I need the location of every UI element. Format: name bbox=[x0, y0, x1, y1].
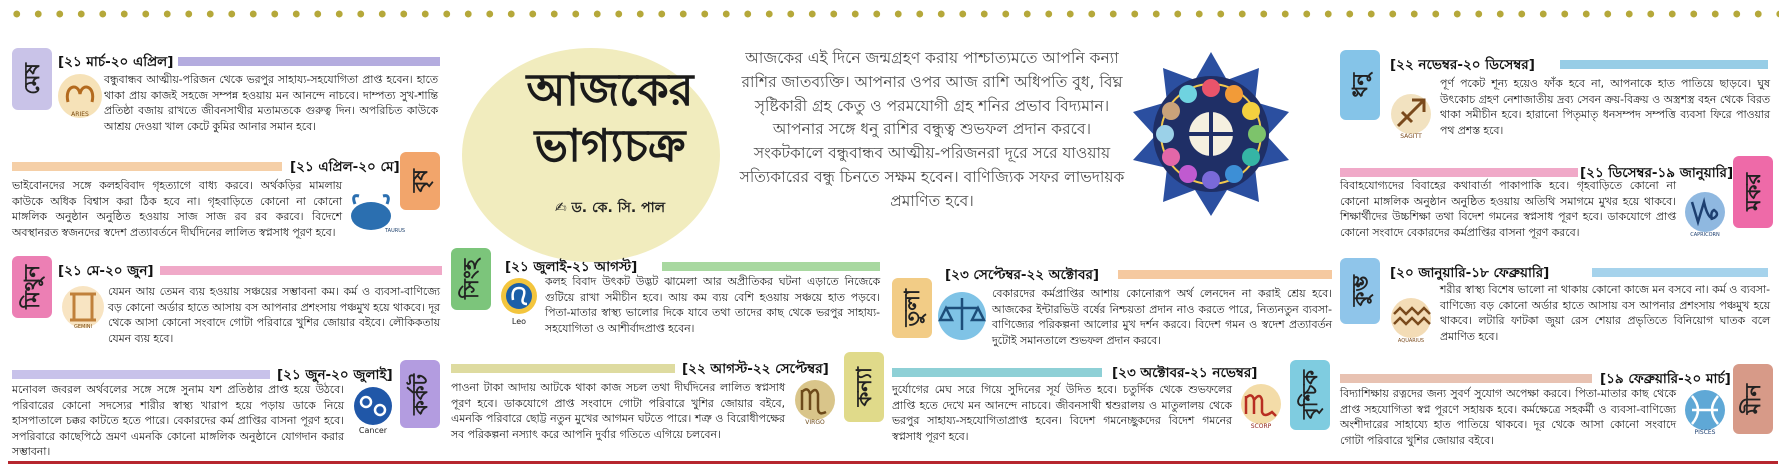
sign-tab-brishchik: বৃশ্চিক bbox=[1290, 360, 1330, 430]
text-mesh: বন্ধুবান্ধব আত্মীয়-পরিজন থেকে ভরপুর সাহায্য-সহযোগিতা প্রাপ্ত হবেন। হাতে থাকা প্রায় কাজই সহজে সম্পন্ন হওয়ায় মন আনন্দে নাচবে। দাম্পত্য সুখ-শান্তি প্রতিষ্ঠা বজায় রাখতে জীবনসাথীর মতামতকে গুরুত্ব দিন। অপরিচিত কাউকে আশ্রয় দেওয়া খাল কেটে কুমির আনার সমান হবে। bbox=[104, 73, 438, 133]
bar-kanya bbox=[451, 364, 675, 373]
bar-karkat bbox=[12, 370, 270, 379]
svg-text:CAPRICORN: CAPRICORN bbox=[1690, 232, 1720, 238]
svg-text:PISCES: PISCES bbox=[1694, 429, 1716, 436]
capricorn-icon bbox=[1680, 190, 1730, 238]
text-tula: বেকারদের কর্মপ্রাপ্তির আশায় কোনোরূপ অর্থ লেনদেন না করাই শ্রেয় হবে। আজকের ইন্টারভিউ বর্ষের নিশ্চয়তা প্রদান নাও করতে পারে, নিত্যনতুন ব্যবসা-বাণিজ্যের পরিকল্পনা আলোর মুখ দর্শন করবে। বিদেশ গমন ও স্বদেশ প্রত্যাবর্তন দুটোই সমানতালে শুভফল প্রদান করবে। bbox=[992, 287, 1332, 347]
intro-paragraph: আজকের এই দিনে জন্মগ্রহণ করায় পাশ্চাত্যমতে আপনি কন্যা রাশির জাতব্যক্তি। আপনার ওপর আজ রাশি অধিপতি বুধ, বিঘ্ন সৃষ্টিকারী গ্রহ কেতু ও পরমযোগী গ্রহ শনির প্রভাব বিদ্যমান। আপনার সঙ্গে ধনু রাশির বন্ধুত্ব শুভফল প্রদান করবে। সংকটকালে বন্ধুবান্ধব আত্মীয়-পরিজনরা দূরে সরে যাওয়ায় সত্যিকারের বন্ধু চিনতে সক্ষম হবেন। বাণিজ্যিক সফর লাভদায়ক প্রমাণিত হবে। bbox=[739, 49, 1125, 210]
bar-brisha bbox=[12, 162, 282, 171]
date-singha: [২১ জুলাই-২১ আগস্ট] bbox=[505, 259, 638, 275]
bottom-border-line bbox=[8, 461, 1778, 464]
text-karkat: মনোবল জবরল অর্থবলের সঙ্গে সঙ্গে সুনাম যশ প্রতিষ্ঠার প্রাপ্ত হয়ে উঠবে। পরিবারের কোনো সদস্যের শারীর স্বাস্থ্য খারাপ হয়ে পড়ায় ডাকে নিয়ে হাসপাতালে চক্কর কাটতে হতে পারে। বেকারদের কর্ম প্রাপ্তির বাসনা পূরণ হবে। সপরিবারে কাছেপিঠে ভ্রমণ এমনকি কোনো মাঙ্গলিক অনুষ্ঠানে যোগদান করার সম্ভাবনা। bbox=[12, 383, 344, 458]
text-dhanu: পূর্ণ পকেট শূন্য হয়েও ফাঁক হবে না, আপনাকে হাত পাতিয়ে ছাড়বে। ঘুষ উৎকোচ গ্রহণ নেশাজাতীয় দ্রব্য সেবন ক্রয়-বিক্রয় ও অস্ত্রশস্ত্র বহন থেকে বিরত থাকা সমীচীন হবে। হারানো পিতৃমাতৃ ধনসম্পদ সম্পত্তি ব্যবসা ফিরে পাওয়ার পথ প্রশস্ত হবে। bbox=[1440, 77, 1770, 137]
svg-text:GEMINI: GEMINI bbox=[73, 324, 93, 330]
sign-tab-makar: মকর bbox=[1733, 156, 1773, 228]
text-brisha: ভাইবোনদের সঙ্গে কলহবিবাদ গৃহত্যাগে বাধ্য করবে। অর্থকড়ির মামলায় কাউকে অধিক বিশ্বাস করা ঠিক হবে না। গৃহবাড়িতে কোনো না কোনো মাঙ্গলিক অনুষ্ঠান অনুষ্ঠিত হওয়ায় সাজ সাজ রব রব করবে। বিদেশে অবস্থানরত স্বজনদের স্বদেশ প্রত্যাবর্তনে দীর্ঘদিনের লালিত স্বপ্নসাধ পূরণ হবে। bbox=[12, 179, 342, 239]
date-mesh: [২১ মার্চ-২০ এপ্রিল] bbox=[58, 54, 174, 70]
date-mithun: [২১ মে-২০ জুন] bbox=[58, 263, 154, 279]
date-tula: [২৩ সেপ্টেম্বর-২২ অক্টোবর] bbox=[945, 267, 1100, 283]
bar-dhanu bbox=[1560, 60, 1768, 69]
page-title: আজকের ভাগ্যচক্র bbox=[526, 63, 694, 172]
sagittarius-icon bbox=[1386, 92, 1436, 140]
libra-icon bbox=[936, 290, 988, 342]
sign-tab-tula: তুলা bbox=[892, 278, 932, 338]
text-brishchik: দুর্যোগের মেঘ সরে গিয়ে সুদিনের সূর্য উদিত হবে। চতুর্দিক থেকে শুভফলের প্রাপ্তি হতে দেখে মন আনন্দে নাচবে। জীবনসাথী শ্বশুরালয় ও মাতুলালয় থেকে ভরপুর সাহায্য-সহযোগিতাপ্রাপ্ত হবেন। বিদেশ গমনেচ্ছুকদের বিদেশ গমনের স্বপ্নসাধ পূরণ হবে। bbox=[892, 383, 1232, 443]
author-byline: ✍ ড. কে. সি. পাল bbox=[554, 200, 666, 216]
sign-tab-brisha: বৃষ bbox=[400, 152, 440, 210]
svg-text:SAGITT: SAGITT bbox=[1400, 133, 1422, 140]
bar-makar bbox=[1340, 168, 1578, 177]
text-singha: কলহ বিবাদ উৎকট উদ্ভট ঝামেলা আর অপ্রীতিকর ঘটনা এড়াতে নিজেকে গুটিয়ে রাখা সমীচীন হবে। আয় কম ব্যয় বেশি হওয়ায় সঞ্চয়ে হাত পড়বে। পিতা-মাতার স্বাস্থ্য ভালোর দিকে যাবে তথা তাদের কাছ থেকে ভরপুর সাহায্য-সহযোগিতা ও আশীর্বাদপ্রাপ্ত হবেন। bbox=[545, 275, 880, 335]
date-brisha: [২১ এপ্রিল-২০ মে] bbox=[290, 159, 400, 175]
sign-tab-karkat: কর্কট bbox=[400, 360, 440, 428]
svg-text:AQUARIUS: AQUARIUS bbox=[1397, 338, 1425, 344]
scorpio-icon bbox=[1236, 382, 1286, 430]
bar-mesh bbox=[178, 57, 440, 66]
bar-mithun bbox=[160, 266, 442, 275]
date-dhanu: [২২ নভেম্বর-২০ ডিসেম্বর] bbox=[1390, 57, 1535, 73]
sign-tab-kumbha: কুম্ভ bbox=[1340, 258, 1380, 324]
sign-tab-singha: সিংহ bbox=[451, 248, 491, 310]
svg-text:SCORP: SCORP bbox=[1250, 423, 1272, 430]
taurus-icon bbox=[345, 190, 406, 234]
bar-brishchik bbox=[892, 368, 1102, 377]
zodiac-wheel-icon bbox=[1127, 50, 1295, 218]
gemini-icon bbox=[58, 284, 108, 330]
sign-tab-meen: মীন bbox=[1733, 364, 1773, 434]
sign-tab-mesh: মেষ bbox=[12, 48, 52, 110]
svg-text:TAURUS: TAURUS bbox=[385, 228, 406, 234]
date-brishchik: [২৩ অক্টোবর-২১ নভেম্বর] bbox=[1112, 365, 1258, 381]
text-kanya: পাওনা টাকা আদায় আটকে থাকা কাজ সচল তথা দীর্ঘদিনের লালিত স্বপ্নসাধ পূরণ হবে। ডাকযোগে প্রাপ্ত সংবাদে গোটা পরিবারে খুশির জোয়ার বইবে, এমনকি পরিবারে ছোট্ট নতুন মুখের আগমন ঘটতে পারে। শত্রু ও বিরোধীপক্ষের সব পরিকল্পনা নস্যাৎ করে আপনি দুর্বার গতিতে এগিয়ে চলবেন। bbox=[451, 381, 785, 441]
date-kanya: [২২ আগস্ট-২২ সেপ্টেম্বর] bbox=[682, 361, 829, 377]
aries-icon bbox=[56, 72, 104, 120]
bar-singha bbox=[662, 262, 880, 271]
date-makar: [২১ ডিসেম্বর-১৯ জানুয়ারি] bbox=[1580, 165, 1734, 181]
text-mithun: যেমন আয় তেমন ব্যয় হওয়ায় সঞ্চয়ের সম্ভাবনা কম। কর্ম ও ব্যবসা-বাণিজ্যে বড় কোনো অর্ডার হাতে আসায় বস আপনার প্রশংসায় পঞ্চমুখ হয়ে থাকবে। দূর থেকে আসা কোনো সংবাদে গোটা পরিবারে খুশির জোয়ার বইবে। লৌকিকতায় যেমন ব্যয় হবে। bbox=[108, 285, 440, 345]
svg-text:VIRGO: VIRGO bbox=[805, 419, 825, 426]
bar-meen bbox=[1340, 374, 1592, 383]
cancer-icon bbox=[350, 385, 396, 435]
aquarius-icon bbox=[1386, 296, 1436, 344]
date-karkat: [২১ জুন-২০ জুলাই] bbox=[277, 367, 393, 383]
text-kumbha: শরীর স্বাস্থ্য বিশেষ ভালো না থাকায় কোনো কাজে মন বসবে না। কর্ম ও ব্যবসা-বাণিজ্যে বড় কোনো অর্ডার হাতে আসায় বস আপনার প্রশংসায় পঞ্চমুখ হয়ে থাকবে। লটারি ফাটকা জুয়া রেস শেয়ার প্রভৃতিতে বিনিয়োগ ঘাতক বলে প্রমাণিত হবে। bbox=[1440, 283, 1770, 343]
sign-tab-kanya: কন্যা bbox=[844, 352, 884, 422]
sign-tab-mithun: মিথুন bbox=[12, 256, 52, 318]
text-makar: বিবাহযোগ্যদের বিবাহের কথাবার্তা পাকাপাকি হবে। গৃহবাড়িতে কোনো না কোনো মাঙ্গলিক অনুষ্ঠান অনুষ্ঠিত হওয়ায় অতিথি সমাগমে মুখর হয়ে থাকবে। শিক্ষার্থীদের উচ্চশিক্ষা তথা বিদেশ গমনের স্বপ্নসাধ পূরণ হবে। ডাকযোগে প্রাপ্ত কোনো সংবাদে বেকারদের কর্মপ্রাপ্তির বাসনা পূরণ করবে। bbox=[1340, 179, 1676, 239]
top-dot-border bbox=[6, 8, 1779, 20]
svg-text:ARIES: ARIES bbox=[71, 111, 89, 118]
leo-icon bbox=[497, 276, 541, 326]
pisces-icon bbox=[1680, 388, 1730, 436]
text-meen: বিদ্যাশিক্ষায় রত্নদের জন্য সুবর্ণ সুযোগ অপেক্ষা করবে। পিতা-মাতার কাছ থেকে প্রাপ্ত সহযোগিতা স্বপ্ন পূরণে সহায়ক হবে। কর্মক্ষেত্রে সহকর্মী ও ব্যবসা-বাণিজ্যে অংশীদারের সাহায্যে হাত পাতিয়ে থাকবে। দূর থেকে আসা কোনো সংবাদে গোটা পরিবারে খুশির জোয়ার বইবে। bbox=[1340, 387, 1676, 447]
sign-tab-dhanu: ধনু bbox=[1340, 50, 1380, 120]
bar-tula bbox=[1118, 270, 1332, 279]
date-meen: [১৯ ফেব্রুয়ারি-২০ মার্চ] bbox=[1600, 371, 1731, 387]
svg-text:Leo: Leo bbox=[511, 317, 527, 326]
date-kumbha: [২০ জানুয়ারি-১৮ ফেব্রুয়ারি] bbox=[1390, 265, 1550, 281]
bar-kumbha bbox=[1592, 268, 1768, 277]
virgo-icon bbox=[790, 378, 840, 426]
svg-text:Cancer: Cancer bbox=[358, 426, 388, 435]
